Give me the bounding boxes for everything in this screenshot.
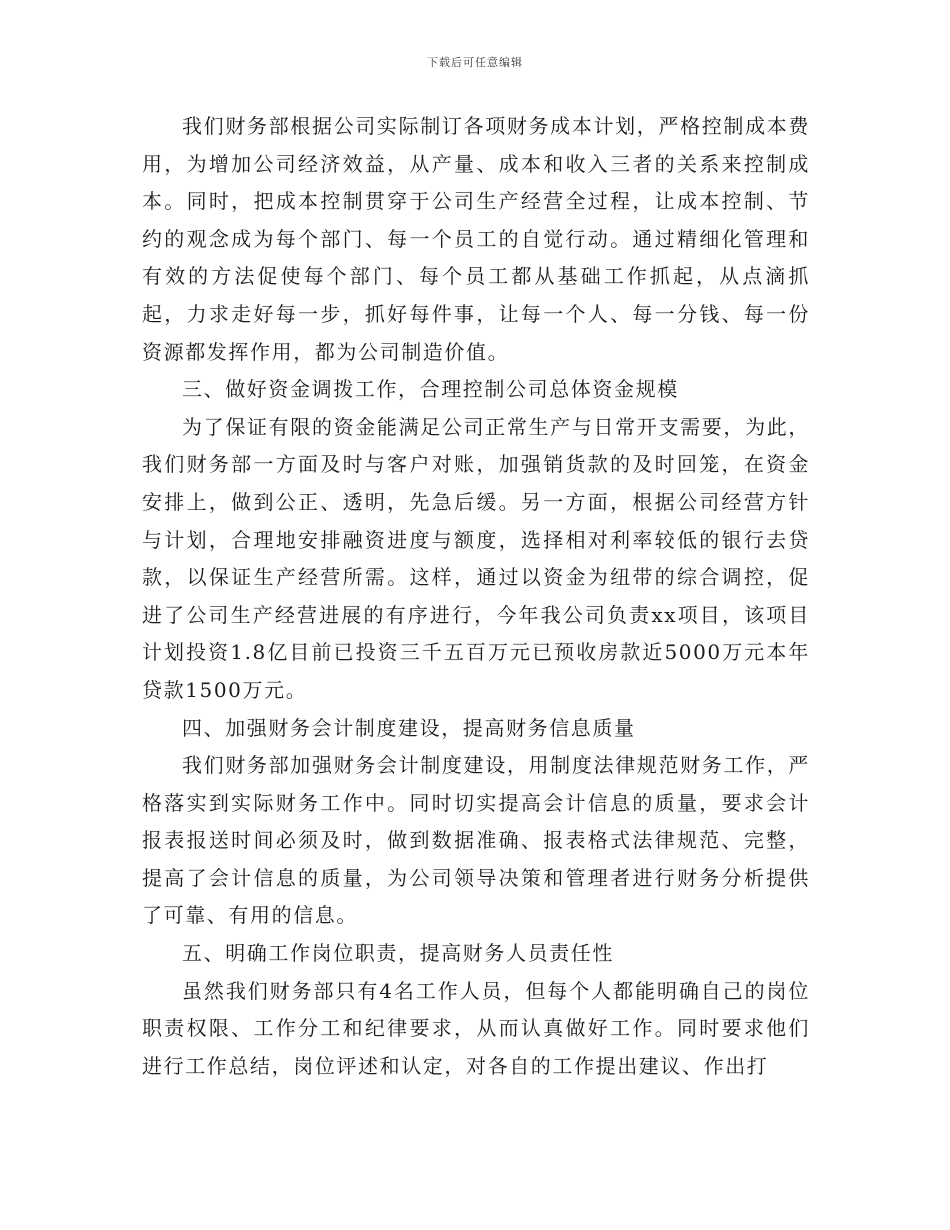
section-heading-accounting: 四、加强财务会计制度建设，提高财务信息质量 <box>182 715 636 740</box>
section-heading-responsibility: 五、明确工作岗位职责，提高财务人员责任性 <box>182 941 614 966</box>
paragraph-responsibility: 虽然我们财务部只有4名工作人员，但每个人都能明确自己的岗位职责权限、工作分工和纪律要求，从而认真做好工作。同时要求他们进行工作总结，岗位评述和认定，对各自的工作提出建议、作出打 <box>142 978 810 1078</box>
section-heading-funds: 三、做好资金调拨工作，合理控制公司总体资金规模 <box>182 377 679 402</box>
paragraph-cost-control: 我们财务部根据公司实际制订各项财务成本计划，严格控制成本费用，为增加公司经济效益，从产量、成本和收入三者的关系来控制成本。同时，把成本控制贯穿于公司生产经营全过程，让成本控制、节约的观念成为每个部门、每一个员工的自觉行动。通过精细化管理和有效的方法促使每个部门、每个员工都从基础工作抓起，从点滴抓起，力求走好每一步，抓好每件事，让每一个人、每一分钱、每一份资源都发挥作用，都为公司制造价值。 <box>142 114 810 364</box>
page-header-note: 下载后可任意编辑 <box>427 56 523 69</box>
paragraph-funds: 为了保证有限的资金能满足公司正常生产与日常开支需要，为此，我们财务部一方面及时与客户对账，加强销货款的及时回笼，在资金安排上，做到公正、透明，先急后缓。另一方面，根据公司经营方针与计划，合理地安排融资进度与额度，选择相对利率较低的银行去贷款，以保证生产经营所需。这样，通过以资金为纽带的综合调控，促进了公司生产经营进展的有序进行，今年我公司负责xx项目，该项目计划投资1.8亿目前已投资三千五百万元已预收房款近5000万元本年贷款1500万元。 <box>142 414 810 702</box>
document-body <box>142 108 810 1085</box>
paragraph-accounting: 我们财务部加强财务会计制度建设，用制度法律规范财务工作，严格落实到实际财务工作中。同时切实提高会计信息的质量，要求会计报表报送时间必须及时，做到数据准确、报表格式法律规范、完整，提高了会计信息的质量，为公司领导决策和管理者进行财务分析提供了可靠、有用的信息。 <box>142 753 810 928</box>
